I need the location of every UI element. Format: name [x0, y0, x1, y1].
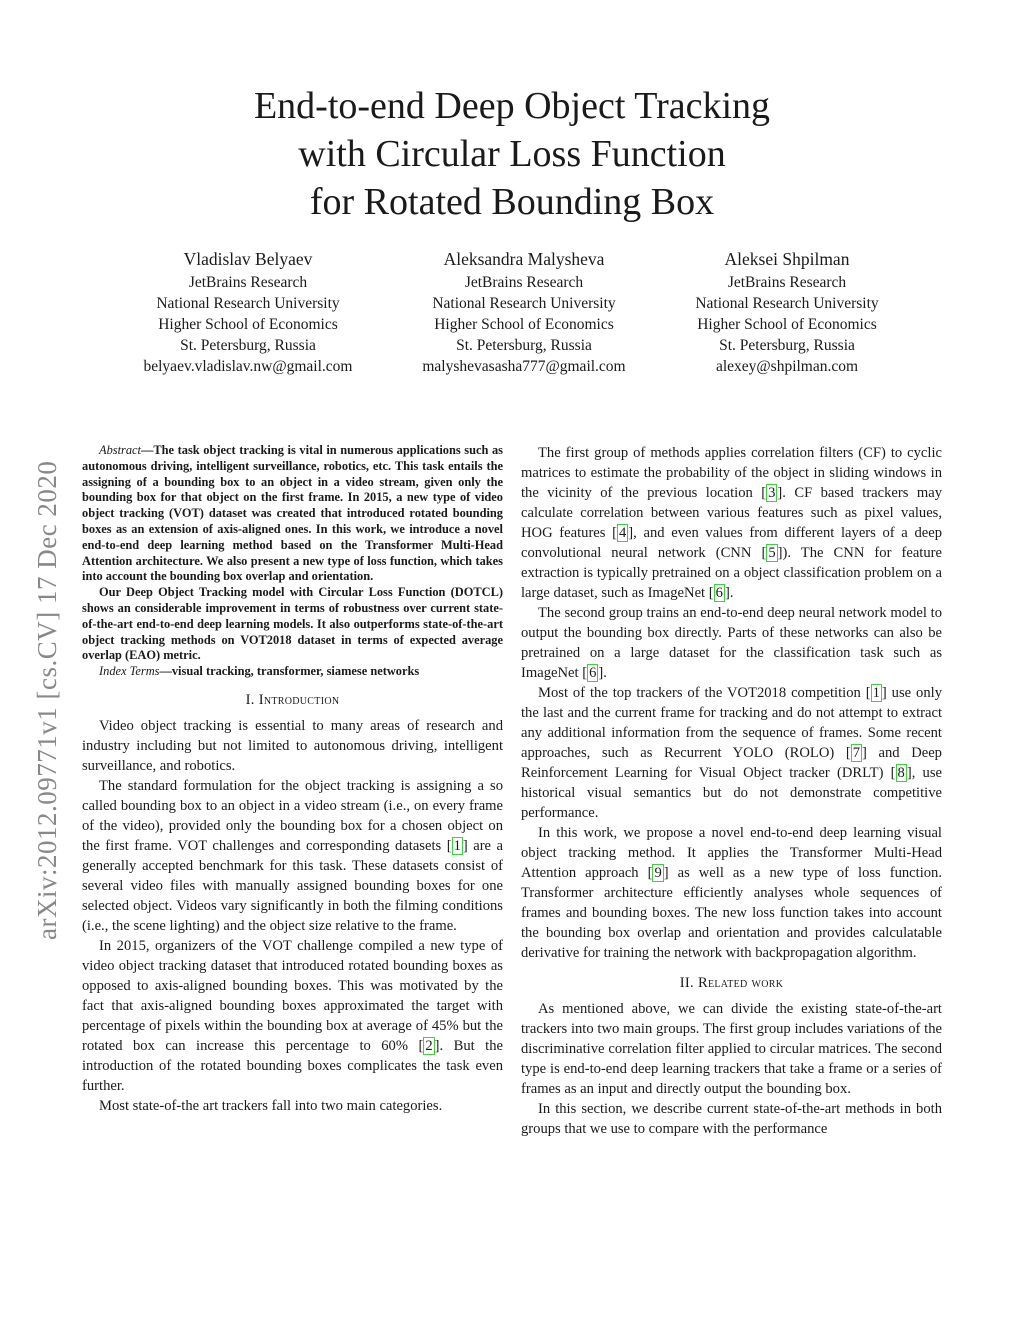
- author-block-2: [394, 248, 654, 377]
- body-paragraph: In 2015, organizers of the VOT challenge compiled a new type of video object tracking dataset that introduced rotated bounding boxes as opposed to axis-aligned bounding boxes. This was motivated by the fact that axis-aligned bounding boxes approximated the target with percentage of pixels within the bounding box at average of 45% but the rotated box can increase this percentage to 60% [ 2 ]. But the introduction of the rotated bounding boxes complicates the task even further.: [82, 937, 503, 1094]
- text-run: , use historical visual semantics but do not demonstrate competitive performance.: [521, 765, 942, 821]
- author-name: Aleksandra Malysheva: [443, 249, 605, 269]
- citation-link[interactable]: 4: [619, 525, 627, 541]
- body-paragraph: In this work, we propose a novel end-to-end deep learning visual object tracking method. It applies the Transformer Multi-Head Attention approach [ 9 ] as well as a new type of loss function. Transformer architecture efficiently analyses whole sequences of frames and bounding boxes. The new loss function takes into account the bounding box overlap and orientation and provides calculatable derivative for training the network with backpropagation algorithm.: [521, 825, 942, 961]
- abstract-label: Abstract: [99, 443, 141, 457]
- text-run: Most of the top trackers of the VOT2018 competition: [538, 685, 866, 701]
- section-heading-related-work: [521, 973, 942, 993]
- citation-link[interactable]: 6: [589, 665, 597, 681]
- citation-link[interactable]: 7: [852, 745, 861, 761]
- index-terms-label: Index Terms: [99, 664, 160, 679]
- text-run: ). The CNN for feature extraction is typically pretrained on a object classification problem on a large dataset, such as ImageNet: [521, 545, 942, 601]
- paper-title: [150, 82, 874, 226]
- text-run: The standard formulation for the object tracking is assigning a so called bounding box to an object in a video stream (i.e., on every frame of the video), provided only the bounding box for a chosen object on the first frame. VOT challenges and corresponding datasets: [82, 777, 503, 854]
- title-line: for Rotated Bounding Box: [309, 181, 715, 223]
- section-number: I.: [245, 691, 255, 708]
- citation-link[interactable]: 5: [768, 545, 776, 561]
- text-run: .: [729, 585, 734, 601]
- text-run: .: [603, 665, 607, 681]
- text-run: , and even values from different layers of a deep convolutional neural network (CNN: [521, 525, 942, 561]
- author-city: St. Petersburg, Russia: [456, 337, 592, 354]
- text-run: and Deep Reinforcement Learning for Visual Object tracker (DRLT): [521, 745, 942, 781]
- text-run: as well as a new type of loss function. Transformer architecture efficiently analyses whole sequences of frames and bounding boxes. The new loss function takes into account the bounding box overlap and orientation and provides calculatable derivative for training the network with backpropagation algorithm.: [521, 865, 942, 961]
- text-run: In this work, we propose a novel end-to-end deep learning visual object tracking method. It applies the Transformer Multi-Head Attention approach: [521, 825, 942, 881]
- arxiv-identifier: arXiv:2012.09771v1 [cs.CV] 17 Dec 2020: [32, 460, 62, 940]
- body-paragraph: Most of the top trackers of the VOT2018 competition [ 1 ] use only the last and the current frame for tracking and do not attempt to extract any additional information from the sequence of frames. Some recent approaches, such as Recurrent YOLO (ROLO) [ 7 ] and Deep Reinforcement Learning for Visual Object tracker (DRLT) [ 8 ], use historical visual semantics but do not demonstrate competitive performance.: [521, 685, 942, 821]
- author-affiliation: National Research University: [432, 295, 616, 312]
- body-paragraph: The first group of methods applies correlation filters (CF) to cyclic matrices to estimate the probability of the object in sliding windows in the vicinity of the previous location [ 3 ]. CF based trackers may calculate correlation between various features such as pixel values, HOG features [ 4 ], and even values from different layers of a deep convolutional neural network (CNN [ 5 ]). The CNN for feature extraction is typically pretrained on a object classification problem on a large dataset, such as ImageNet [ 6 ].: [521, 445, 942, 601]
- citation-link[interactable]: 8: [897, 765, 905, 781]
- author-name: Vladislav Belyaev: [183, 249, 313, 269]
- author-block-3: [657, 248, 917, 377]
- body-paragraph: The second group trains an end-to-end deep neural network model to output the bounding box directly. Parts of these networks can also be pretrained on a large dataset for the classification task such as ImageNet [ 6 ].: [521, 605, 942, 681]
- citation-link[interactable]: 9: [654, 865, 662, 881]
- text-run: . CF based trackers may calculate correlation between various features such as pixel values, HOG features: [521, 485, 942, 541]
- citation-link[interactable]: 3: [768, 485, 776, 501]
- body-paragraph: In this section, we describe current state-of-the-art methods in both groups that we use to compare with the performance: [521, 1101, 942, 1137]
- body-paragraph: The standard formulation for the object tracking is assigning a so called bounding box to an object in a video stream (i.e., on every frame of the video), provided only the bounding box for a chosen object on the first frame. VOT challenges and corresponding datasets [ 1 ] are a generally accepted benchmark for this task. These datasets consist of several video files with manually assigned bounding boxes for one selected object. Videos vary significantly in both the filming conditions (i.e., the scene lighting) and the object size relative to the frame.: [82, 777, 503, 934]
- body-paragraph: As mentioned above, we can divide the existing state-of-the-art trackers into two main groups. The first group includes variations of the discriminative correlation filter applied to circular matrices. The second type is end-to-end deep learning trackers that take a frame or a series of frames as an input and directly output the bounding box.: [521, 1001, 942, 1097]
- author-block-1: [118, 248, 378, 377]
- citation-link[interactable]: 2: [425, 1037, 433, 1054]
- author-affiliation: Higher School of Economics: [158, 316, 338, 333]
- abstract-paragraph: Abstract—The task object tracking is vital in numerous applications such as autonomous driving, intelligent surveillance, robotics, etc. This task entails the assigning of a bounding box to an object in a video stream, given only the bounding box for that object on the first frame. In 2015, a new type of video object tracking (VOT) dataset was created that introduced rotated bounding boxes as an extension of axis-aligned ones. In this work, we introduce a novel end-to-end deep learning method based on the Transformer Multi-Head Attention architecture. We also present a new type of loss function, which takes into account the bounding box overlap and orientation.: [82, 443, 503, 584]
- author-city: St. Petersburg, Russia: [180, 337, 316, 354]
- section-number: II.: [679, 975, 694, 991]
- right-column: [521, 443, 942, 1139]
- title-line: with Circular Loss Function: [298, 133, 726, 175]
- text-run: are a generally accepted benchmark for this task. These datasets consist of several video files with manually assigned bounding boxes for one selected object. Videos vary significantly in both the filming conditions (i.e., the scene lighting) and the object size relative to the frame.: [82, 837, 503, 934]
- index-terms-text: visual tracking, transformer, siamese networks: [171, 664, 420, 679]
- author-name: Aleksei Shpilman: [724, 249, 850, 269]
- left-column: [82, 443, 503, 1116]
- text-run: The first group of methods applies correlation filters (CF) to cyclic matrices to estimate the probability of the object in sliding windows in the vicinity of the previous location: [521, 445, 942, 501]
- author-affiliation: JetBrains Research: [727, 274, 847, 291]
- citation-link[interactable]: 1: [453, 837, 461, 854]
- author-affiliation: JetBrains Research: [188, 274, 308, 291]
- text-run: In 2015, organizers of the VOT challenge compiled a new type of video object tracking dataset that introduced rotated bounding boxes as opposed to axis-aligned bounding boxes. This was motivated by the fact that axis-aligned bounding boxes approximated the target with percentage of pixels within the bounding box at average of 45% but the rotated box can increase this percentage to 60%: [82, 937, 503, 1054]
- author-affiliation: Higher School of Economics: [697, 316, 877, 333]
- abstract-paragraph: Our Deep Object Tracking model with Circular Loss Function (DOTCL) shows an considerable improvement in terms of robustness over current state-of-the-art end-to-end deep learning models. It also outperforms state-of-the-art object tracking methods on VOT2018 dataset in terms of expected average overlap (EAO) metric.: [82, 585, 503, 663]
- section-title: Related work: [697, 975, 784, 991]
- section-heading-introduction: [82, 690, 503, 710]
- text-run: use only the last and the current frame for tracking and do not attempt to extract any additional information from the sequence of frames. Some recent approaches, such as Recurrent YOLO (ROLO): [521, 685, 942, 761]
- index-terms: Index Terms—visual tracking, transformer, siamese networks: [99, 664, 420, 679]
- author-affiliation: National Research University: [695, 295, 879, 312]
- text-run: The second group trains an end-to-end deep neural network model to output the bounding box directly. Parts of these networks can also be pretrained on a large dataset for the classification task such as ImageNet: [521, 605, 942, 681]
- citation-link[interactable]: 6: [715, 585, 723, 601]
- body-paragraph: Video object tracking is essential to many areas of research and industry including but not limited to autonomous driving, intelligent surveillance, and robotics.: [82, 717, 503, 774]
- author-email: belyaev.vladislav.nw@gmail.com: [143, 358, 353, 375]
- citation-link[interactable]: 1: [872, 685, 880, 701]
- text-run: . But the introduction of the rotated bounding boxes complicates the task even further.: [82, 1037, 503, 1094]
- author-affiliation: National Research University: [156, 295, 340, 312]
- title-line: End-to-end Deep Object Tracking: [253, 85, 771, 127]
- body-paragraph: Most state-of-the art trackers fall into two main categories.: [99, 1097, 443, 1114]
- author-city: St. Petersburg, Russia: [719, 337, 855, 354]
- author-email: alexey@shpilman.com: [715, 358, 859, 375]
- author-email: malyshevasasha777@gmail.com: [422, 358, 626, 375]
- abstract-text: The task object tracking is vital in numerous applications such as autonomous driving, intelligent surveillance, robotics, etc. This task entails the assigning of a bounding box to an object in a video stream, given only the bounding box for that object on the first frame. In 2015, a new type of video object tracking (VOT) dataset was created that introduced rotated bounding boxes as an extension of axis-aligned ones. In this work, we introduce a novel end-to-end deep learning method based on the Transformer Multi-Head Attention architecture. We also present a new type of loss function, which takes into account the bounding box overlap and orientation.: [82, 443, 503, 584]
- author-affiliation: Higher School of Economics: [434, 316, 614, 333]
- author-affiliation: JetBrains Research: [464, 274, 584, 291]
- section-title: Introduction: [258, 691, 340, 708]
